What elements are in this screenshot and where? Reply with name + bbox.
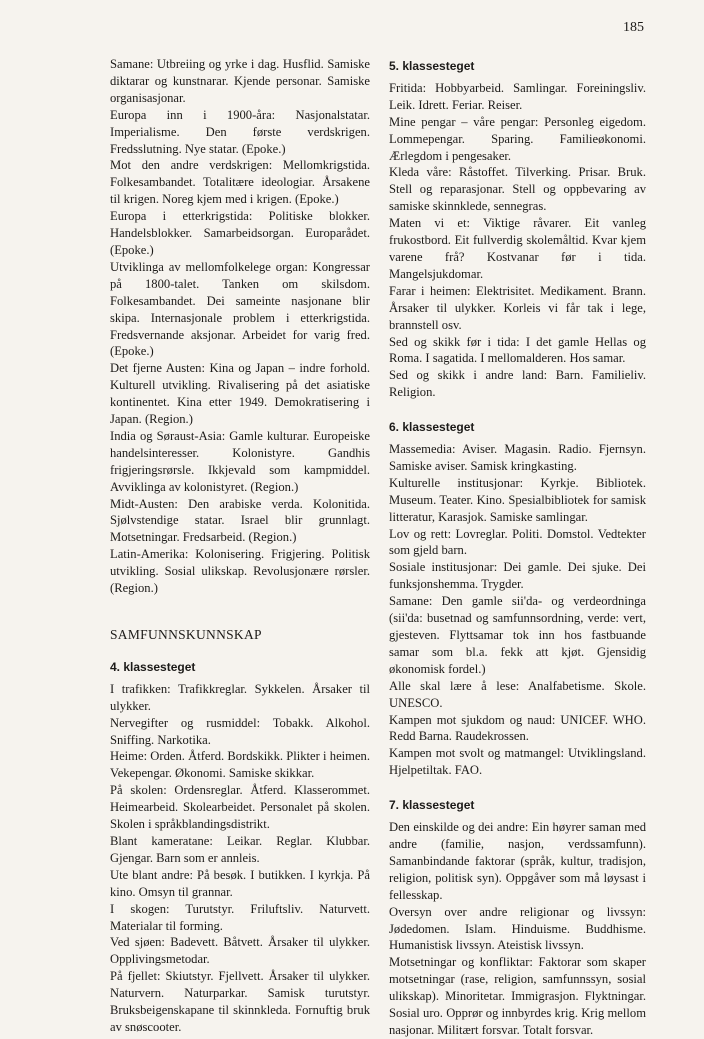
entry: Ved sjøen: Badevett. Båtvett. Årsaker til ulykker. Opplivingsmetodar.: [110, 935, 370, 967]
entry: Oversyn over andre religionar og livssyn: Jødedomen. Islam. Hinduisme. Buddhisme. Humanistisk livssyn. Ateistisk livssyn.: [389, 904, 646, 953]
entry: Lov og rett: Lovreglar. Politi. Domstol. Vedtekter som gjeld barn.: [389, 526, 646, 558]
entry: Den einskilde og dei andre: Ein høyrer saman med andre (familie, nasjon, verdssamfunn). Samanbindande faktorar (språk, kultur, tradisjon, religion, politisk syn). Oppgåver som må løysast i fellesskap.: [389, 820, 646, 902]
entry: I trafikken: Trafikkreglar. Sykkelen. Årsaker til ulykker.: [110, 681, 370, 713]
intro-entries: [110, 56, 370, 597]
class-5-heading: 5. klassesteget: [389, 59, 475, 73]
entry: Latin-Amerika: Kolonisering. Frigjering. Politisk utvikling. Sosial ulikskap. Revolusjonære rørsler. (Region.): [110, 547, 370, 596]
entry: Sed og skikk i andre land: Barn. Familieliv. Religion.: [389, 368, 646, 400]
entry: Massemedia: Aviser. Magasin. Radio. Fjernsyn. Samiske aviser. Samisk kringkasting.: [389, 442, 646, 473]
entry: Europa i etterkrigstida: Politiske blokker. Handelsblokker. Samarbeidsorgan. Europarådet. (Epoke.): [110, 209, 370, 257]
entry: Det fjerne Austen: Kina og Japan – indre forhold. Kulturell utvikling. Rivalisering på det asiatiske kontinentet. Kina etter 1949. Demokratisering i Japan. (Region.): [110, 361, 370, 427]
entry: Fritida: Hobbyarbeid. Samlingar. Foreiningsliv. Leik. Idrett. Feriar. Reiser.: [389, 80, 646, 112]
page-number: 185: [623, 20, 644, 35]
entry: Sed og skikk før i tida: I det gamle Hellas og Roma. I sagatida. I mellomalderen. Hos samar.: [389, 334, 646, 366]
entry: Samane: Utbreiing og yrke i dag. Husflid. Samiske diktarar og kunstnarar. Kjende personar. Samiske organisasjonar.: [110, 57, 370, 105]
entry: Motsetningar og konfliktar: Faktorar som skaper motsetningar (rase, religion, samfunnssyn, sosial ulikskap). Minoritetar. Immigrasjon. Flyktningar. Sosial uro. Opprør og innbyrdes krig. Krig mellom nasjonar. Militært forsvar. Totalt forsvar.: [389, 955, 646, 1037]
entry: Sosiale institusjonar: Dei gamle. Dei sjuke. Dei funksjonshemma. Trygder.: [389, 560, 646, 592]
entry: Samane: Den gamle sii'da- og verdeordninga (sii'da: busetnad og samfunnsordning, verde: vert, gjesteven. Flyttsamar tok inn hos fastbuande samar som bl.a. fekk att kjøt. Gjensidig økonomisk fordel.): [389, 594, 646, 676]
entry: Kampen mot sjukdom og naud: UNICEF. WHO. Redd Barna. Raudekrossen.: [389, 712, 646, 744]
entry: På fjellet: Skiutstyr. Fjellvett. Årsaker til ulykker. Naturvern. Naturparkar. Samisk turutstyr. Bruksbeigenskapane til skinnkleda. Fornuftig bruk av snøscooter.: [110, 969, 370, 1034]
class-7-heading: 7. klassesteget: [389, 798, 475, 813]
entry: Nervegifter og rusmiddel: Tobakk. Alkohol. Sniffing. Narkotika.: [110, 715, 370, 747]
class-6-entries: [389, 441, 646, 779]
right-column: [389, 56, 646, 1039]
entry: Farar i heimen: Elektrisitet. Medikament. Brann. Årsaker til ulykker. Korleis vi får tak i lege, brannstell osv.: [389, 283, 646, 332]
class-5-entries: [389, 80, 646, 401]
entry: Heime: Orden. Åtferd. Bordskikk. Plikter i heimen. Vekepengar. Økonomi. Samiske skikkar.: [110, 749, 370, 781]
entry: På skolen: Ordensreglar. Åtferd. Klasserommet. Heimearbeid. Skolearbeidet. Personalet på skolen. Skolen i språkblandingsdistrikt.: [110, 783, 370, 832]
class-4-heading: 4. klassesteget: [110, 659, 196, 674]
class-7-entries: [389, 819, 646, 1039]
entry: Kulturelle institusjonar: Kyrkje. Bibliotek. Museum. Teater. Kino. Spesialbibliotek for samisk litteratur, Karasjok. Samiske samlingar.: [389, 475, 646, 524]
entry: I skogen: Turutstyr. Friluftsliv. Naturvett. Materialar til forming.: [110, 901, 370, 933]
class-6-heading: 6. klassesteget: [389, 420, 475, 435]
entry: Alle skal lære å lese: Analfabetisme. Skole. UNESCO.: [389, 678, 646, 710]
entry: Ute blant andre: På besøk. I butikken. I kyrkja. På kino. Omsyn til grannar.: [110, 867, 370, 899]
entry: Europa inn i 1900-åra: Nasjonalstatar. Imperialisme. Den første verdskrigen. Fredsslutning. Nye statar. (Epoke.): [110, 107, 370, 156]
entry: Kampen mot svolt og matmangel: Utviklingsland. Hjelpetiltak. FAO.: [389, 746, 646, 778]
section-heading: SAMFUNNSKUNNSKAP: [110, 627, 262, 642]
entry: Utviklinga av mellomfolkelege organ: Kongressar på 1800-talet. Tanken om skilsdom. Folkesambandet. Dei sameinte nasjonane blir skipa. Internasjonale problem i etterkrigstida. Fredsvernande aksjonar. Arbeidet for varig fred. (Epoke.): [110, 259, 370, 359]
class-4-entries: [110, 681, 370, 1036]
entry: Mine pengar – våre pengar: Personleg eigedom. Lommepengar. Sparing. Familieøkonomi. Ærlegdom i pengesaker.: [389, 114, 646, 163]
entry: Blant kameratane: Leikar. Reglar. Klubbar. Gjengar. Barn som er annleis.: [110, 833, 370, 865]
entry: Kleda våre: Råstoffet. Tilverking. Prisar. Bruk. Stell og reparasjonar. Stell og oppbevaring av samiske skinnklede, sennegras.: [389, 165, 646, 214]
entry: Mot den andre verdskrigen: Mellomkrigstida. Folkesambandet. Totalitære ideologiar. Årsakene til krigen. Noreg kjem med i krigen. (Epoke.): [110, 158, 370, 207]
entry: India og Søraust-Asia: Gamle kulturar. Europeiske handelsinteresser. Kolonistyre. Gandhis frigjeringsrørsle. Ikkjevald som kampmiddel. Avviklinga av kolonistyret. (Region.): [110, 428, 370, 494]
entry: Midt-Austen: Den arabiske verda. Kolonitida. Sjølvstendige statar. Israel blir grunnlagt. Motsetningar. Fredsarbeid. (Region.): [110, 496, 370, 545]
entry: Maten vi et: Viktige råvarer. Eit vanleg frukostbord. Eit fullverdig skolemåltid. Kvar kjem varene frå? Kostvanar før i tida. Mangelsjukdomar.: [389, 216, 646, 281]
left-column: [110, 56, 370, 1036]
